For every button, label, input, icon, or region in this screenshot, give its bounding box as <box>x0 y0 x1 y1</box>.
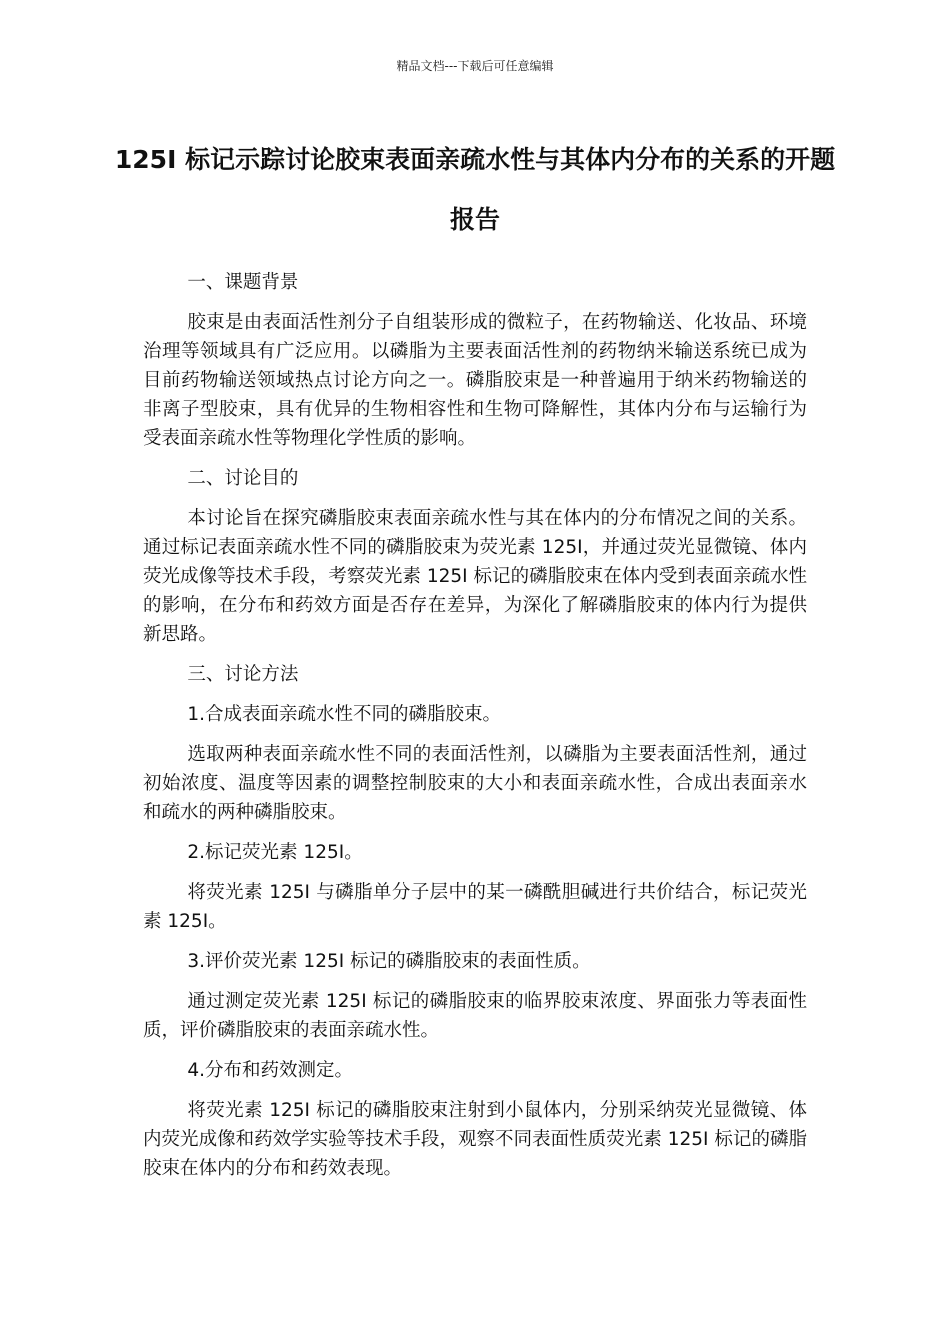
header-note: 精品文档---下载后可任意编辑 <box>396 59 554 73</box>
method-step-2-paragraph: 将荧光素 125I 与磷脂单分子层中的某一磷酰胆碱进行共价结合，标记荧光素 125I。 <box>143 882 807 932</box>
paragraph-purpose: 本讨论旨在探究磷脂胶束表面亲疏水性与其在体内的分布情况之间的关系。通过标记表面亲疏水性不同的磷脂胶束为荧光素 125I，并通过荧光显微镜、体内荧光成像等技术手段，考察荧光素 125I 标记的磷脂胶束在体内受到表面亲疏水性的影响，在分布和药效方面是否存在差异，为深化了解磷脂胶束的体内行为提供新思路。 <box>143 508 807 645</box>
document-title: 125I 标记示踪讨论胶束表面亲疏水性与其体内分布的关系的开题报告 <box>114 145 836 234</box>
method-step-4-heading: 4.分布和药效测定。 <box>187 1060 354 1081</box>
method-step-1-paragraph: 选取两种表面亲疏水性不同的表面活性剂，以磷脂为主要表面活性剂，通过初始浓度、温度等因素的调整控制胶束的大小和表面亲疏水性，合成出表面亲水和疏水的两种磷脂胶束。 <box>143 744 807 823</box>
method-step-1-heading: 1.合成表面亲疏水性不同的磷脂胶束。 <box>187 704 502 725</box>
section-heading-background: 一、课题背景 <box>187 272 299 293</box>
method-step-3-paragraph: 通过测定荧光素 125I 标记的磷脂胶束的临界胶束浓度、界面张力等表面性质，评价磷脂胶束的表面亲疏水性。 <box>143 991 807 1041</box>
document-body <box>143 268 807 1194</box>
section-heading-methods: 三、讨论方法 <box>187 664 299 685</box>
method-step-3-heading: 3.评价荧光素 125I 标记的磷脂胶束的表面性质。 <box>187 951 591 972</box>
section-heading-purpose: 二、讨论目的 <box>187 468 299 489</box>
method-step-4-paragraph: 将荧光素 125I 标记的磷脂胶束注射到小鼠体内，分别采纳荧光显微镜、体内荧光成像和药效学实验等技术手段，观察不同表面性质荧光素 125I 标记的磷脂胶束在体内的分布和药效表现。 <box>143 1100 807 1179</box>
method-step-2-heading: 2.标记荧光素 125I。 <box>187 842 363 863</box>
paragraph-background: 胶束是由表面活性剂分子自组装形成的微粒子，在药物输送、化妆品、环境治理等领域具有广泛应用。以磷脂为主要表面活性剂的药物纳米输送系统已成为目前药物输送领域热点讨论方向之一。磷脂胶束是一种普遍用于纳米药物输送的非离子型胶束，具有优异的生物相容性和生物可降解性，其体内分布与运输行为受表面亲疏水性等物理化学性质的影响。 <box>143 312 807 449</box>
